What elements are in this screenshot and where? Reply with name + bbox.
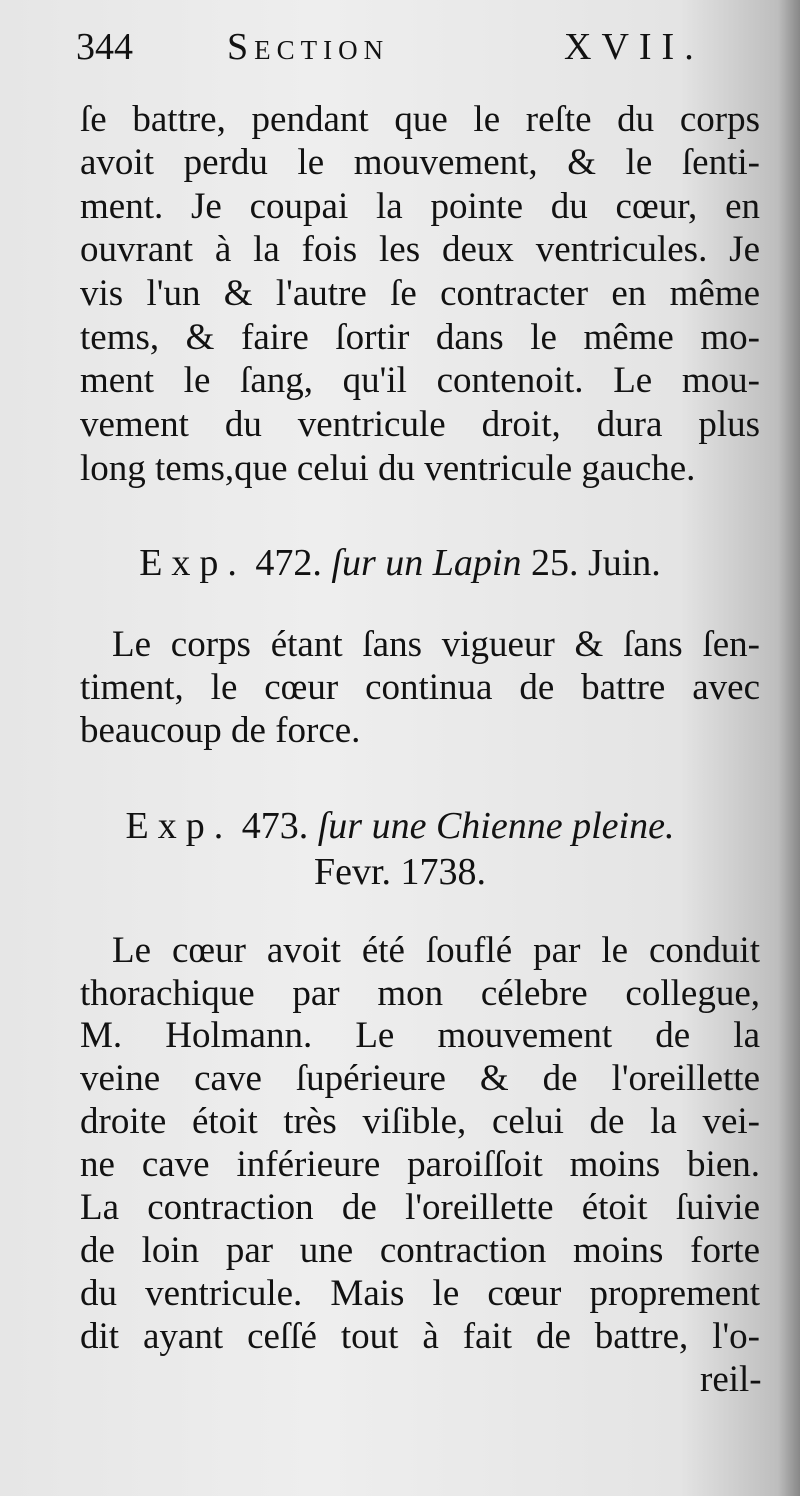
text-line: ouvrant à la fois les deux ventricules. Je	[80, 229, 760, 270]
exp-number: 472.	[255, 542, 322, 584]
text-line: Le cœur avoit été ſouflé par le conduit	[112, 930, 760, 971]
text-line: droite étoit très viſible, celui de la vei-	[80, 1101, 760, 1142]
text-line: avoit perdu le mouvement, & le ſenti-	[80, 142, 760, 183]
page-gutter-shadow	[778, 0, 800, 1496]
text-line: timent, le cœur continua de battre avec	[80, 667, 760, 708]
section-number: XVII.	[564, 26, 704, 68]
text-line: ſe battre, pendant que le reſte du corps	[80, 99, 760, 140]
text-line: vis l'un & l'autre ſe contracter en même	[80, 273, 760, 314]
text-line: beaucoup de force.	[80, 710, 361, 751]
experiment-heading-473	[0, 803, 800, 849]
catchword: reil-	[700, 1359, 762, 1400]
text-line: ne cave inférieure paroiſſoit moins bien.	[80, 1144, 760, 1185]
text-line: long tems,que celui du ventricule gauche.	[80, 448, 696, 489]
section-label: Section	[227, 26, 390, 68]
text-line: de loin par une contraction moins forte	[80, 1230, 760, 1271]
text-line: Le corps étant ſans vigueur & ſans ſen-	[112, 624, 760, 665]
page-number: 344	[76, 26, 133, 68]
exp-label: Exp.	[139, 542, 246, 584]
text-line: dit ayant ceſſé tout à fait de battre, l'o-	[80, 1316, 760, 1357]
text-line: ment le ſang, qu'il contenoit. Le mou-	[80, 360, 760, 401]
text-line: ment. Je coupai la pointe du cœur, en	[80, 186, 760, 227]
text-line: vement du ventricule droit, dura plus	[80, 404, 760, 445]
experiment-heading-472	[0, 540, 800, 586]
text-line: veine cave ſupérieure & de l'oreillette	[80, 1058, 760, 1099]
experiment-date-473: Fevr. 1738.	[313, 851, 487, 893]
running-header	[72, 22, 732, 72]
text-line: M. Holmann. Le mouvement de la	[80, 1015, 760, 1056]
exp-date: 25. Juin.	[530, 542, 661, 584]
text-line: La contraction de l'oreillette étoit ſuivie	[80, 1187, 760, 1228]
exp-subject: ſur un Lapin	[331, 542, 522, 584]
text-line: tems, & faire ſortir dans le même mo-	[80, 317, 760, 358]
exp-subject: ſur une Chienne pleine.	[317, 805, 675, 847]
text-line: du ventricule. Mais le cœur proprement	[80, 1273, 760, 1314]
exp-number: 473.	[241, 805, 309, 847]
text-line: thorachique par mon célebre collegue,	[80, 973, 760, 1014]
exp-label: Exp.	[125, 805, 233, 847]
